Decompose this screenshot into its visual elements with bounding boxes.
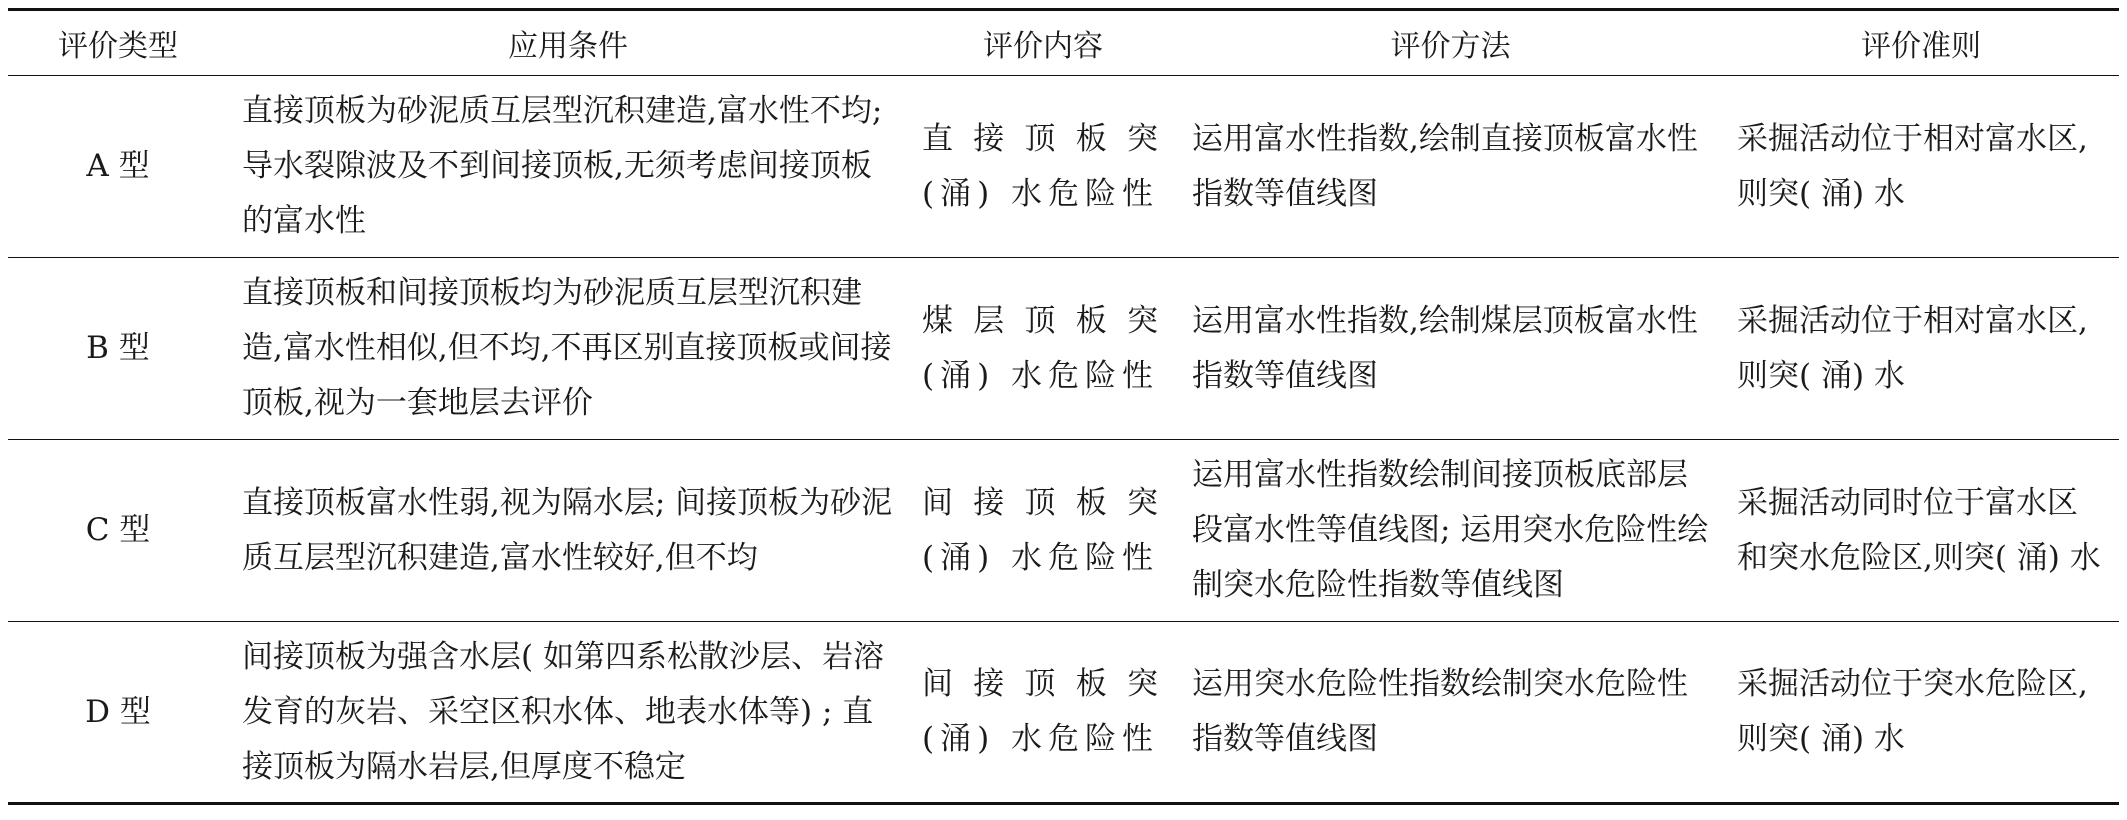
table-body <box>8 76 2119 804</box>
cell-type: B 型 <box>86 330 150 366</box>
table-header <box>8 10 2119 76</box>
table-row <box>8 76 2119 258</box>
header-evaluation-method: 评价方法 <box>1390 29 1511 64</box>
cell-content: 间接顶板突(涌) 水危险性 <box>922 666 1164 757</box>
cell-criterion: 采掘活动位于相对富水区,则突( 涌) 水 <box>1737 302 2088 394</box>
cell-method: 运用富水性指数,绘制直接顶板富水性指数等值线图 <box>1192 120 1698 212</box>
evaluation-table <box>8 8 2119 805</box>
cell-condition: 直接顶板为砂泥质互层型沉积建造,富水性不均; 导水裂隙波及不到间接顶板,无须考虑间接顶板的富水性 <box>242 93 883 239</box>
cell-condition: 间接顶板为强含水层( 如第四系松散沙层、岩溶发育的灰岩、采空区积水体、地表水体等) ; 直接顶板为隔水岩层,但厚度不稳定 <box>242 638 884 785</box>
cell-method: 运用突水危险性指数绘制突水危险性指数等值线图 <box>1192 666 1688 757</box>
cell-method: 运用富水性指数,绘制煤层顶板富水性指数等值线图 <box>1192 302 1698 394</box>
cell-condition: 直接顶板富水性弱,视为隔水层; 间接顶板为砂泥质互层型沉积建造,富水性较好,但不均 <box>242 484 893 576</box>
cell-type: A 型 <box>86 148 150 184</box>
cell-condition: 直接顶板和间接顶板均为砂泥质互层型沉积建造,富水性相似,但不均,不再区别直接顶板或间接顶板,视为一套地层去评价 <box>242 275 892 421</box>
cell-type: D 型 <box>85 693 151 730</box>
header-evaluation-criterion: 评价准则 <box>1861 29 1981 64</box>
cell-criterion: 采掘活动同时位于富水区和突水危险区,则突( 涌) 水 <box>1737 484 2101 576</box>
cell-content: 间接顶板突(涌) 水危险性 <box>922 484 1164 576</box>
cell-criterion: 采掘活动位于相对富水区,则突( 涌) 水 <box>1737 120 2088 212</box>
table-row <box>8 622 2119 804</box>
cell-content: 煤层顶板突(涌) 水危险性 <box>922 302 1164 394</box>
header-evaluation-content: 评价内容 <box>983 29 1103 64</box>
cell-criterion: 采掘活动位于突水危险区,则突( 涌) 水 <box>1737 666 2088 757</box>
header-evaluation-type: 评价类型 <box>58 29 178 64</box>
header-row <box>8 10 2119 76</box>
cell-type: C 型 <box>85 512 151 548</box>
cell-method: 运用富水性指数绘制间接顶板底部层段富水性等值线图; 运用突水危险性绘制突水危险性指数等值线图 <box>1192 457 1709 603</box>
evaluation-table-container <box>8 8 2119 805</box>
table-row <box>8 258 2119 440</box>
table-row <box>8 440 2119 622</box>
cell-content: 直接顶板突(涌) 水危险性 <box>922 120 1164 212</box>
header-application-condition: 应用条件 <box>508 29 628 64</box>
